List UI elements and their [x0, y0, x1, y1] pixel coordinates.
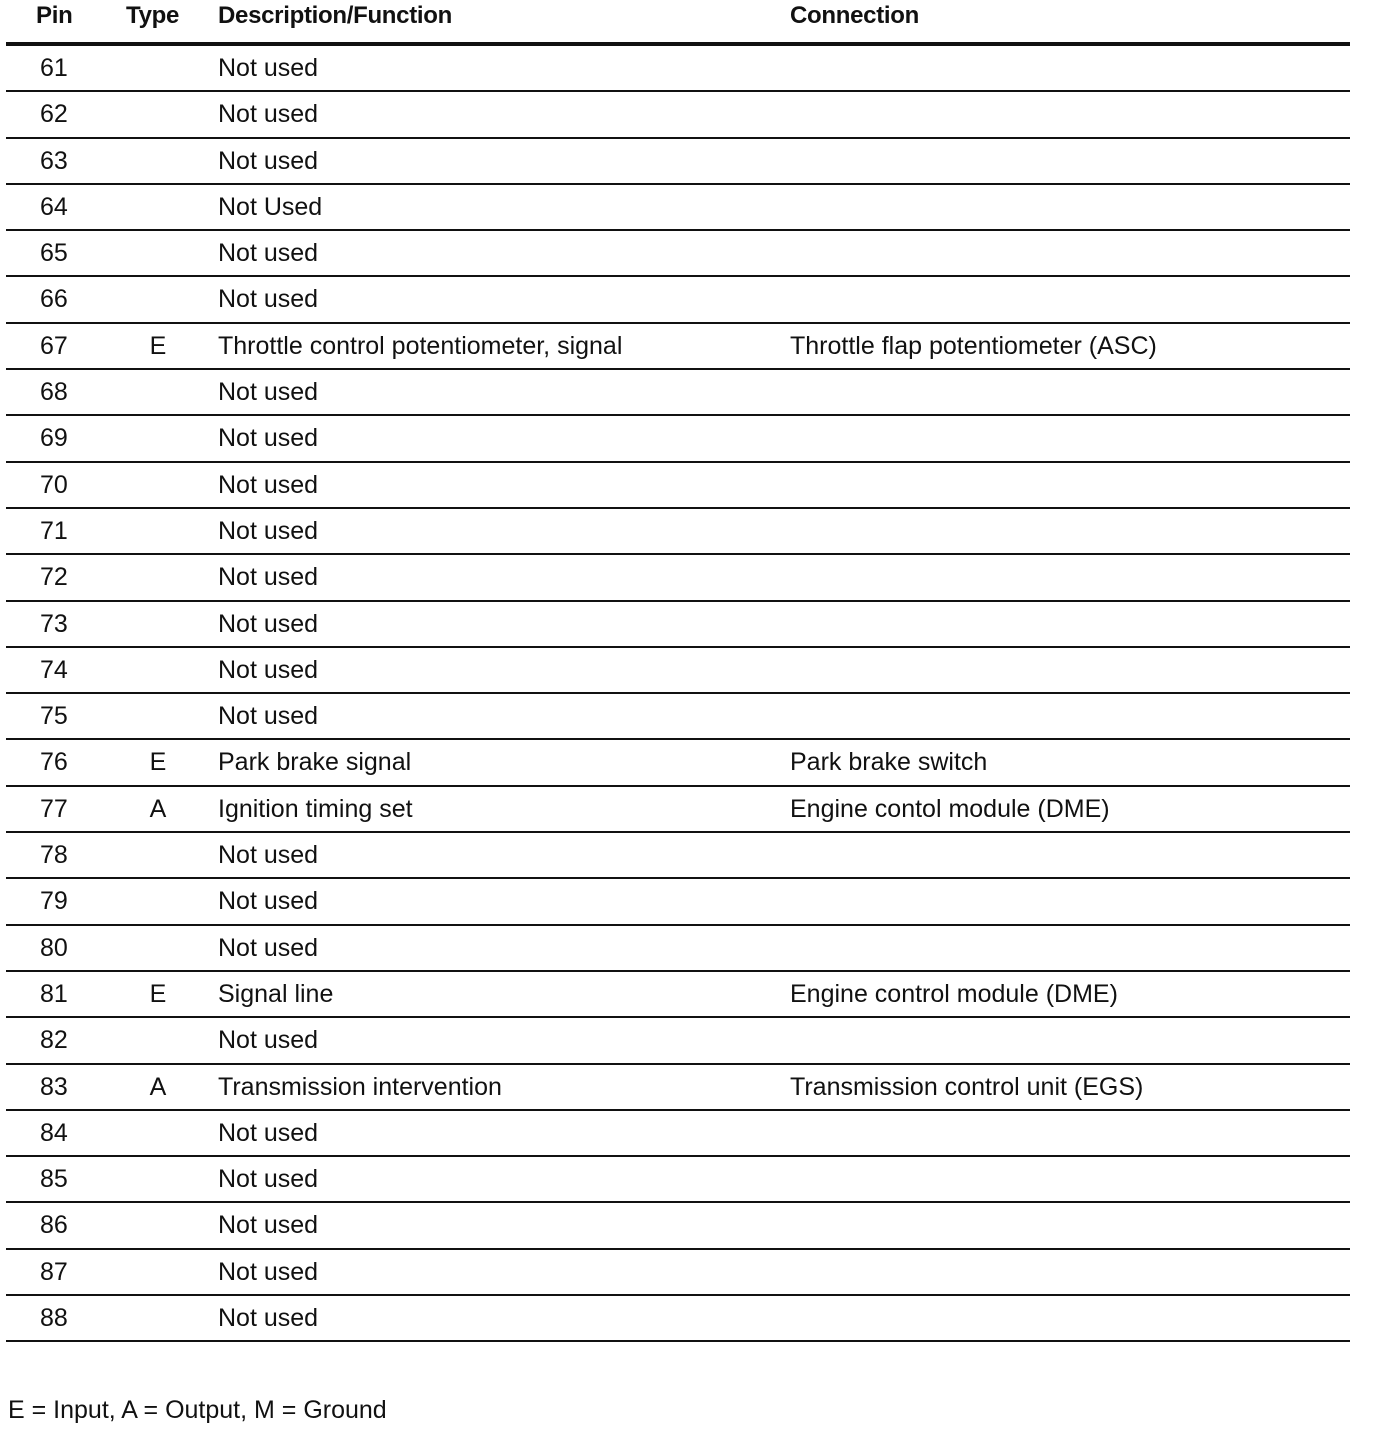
- cell-description: Not used: [218, 1118, 319, 1147]
- cell-pin: 88: [40, 1304, 68, 1333]
- table-row: [6, 1250, 1350, 1296]
- cell-pin: 66: [40, 285, 68, 314]
- cell-description: Throttle control potentiometer, signal: [218, 331, 623, 360]
- table-row: [6, 1111, 1350, 1157]
- cell-connection: Throttle flap potentiometer (ASC): [790, 331, 1157, 360]
- cell-pin: 70: [40, 470, 68, 499]
- cell-pin: 84: [40, 1118, 68, 1147]
- cell-connection: Park brake switch: [790, 748, 988, 777]
- table-row: [6, 277, 1350, 323]
- cell-description: Not used: [218, 378, 319, 407]
- table-body: [6, 46, 1350, 1342]
- cell-pin: 78: [40, 841, 68, 870]
- cell-pin: 75: [40, 702, 68, 731]
- cell-pin: 74: [40, 655, 68, 684]
- table-row: [6, 740, 1350, 786]
- cell-description: Not used: [218, 702, 319, 731]
- cell-description: Not used: [218, 841, 319, 870]
- cell-pin: 83: [40, 1072, 68, 1101]
- cell-description: Not used: [218, 1026, 319, 1055]
- table-row: [6, 185, 1350, 231]
- cell-description: Not used: [218, 1165, 319, 1194]
- cell-type: E: [149, 748, 167, 777]
- table-row: [6, 92, 1350, 138]
- table-row: [6, 46, 1350, 92]
- pin-table: [6, 0, 1350, 1342]
- cell-description: Not used: [218, 563, 319, 592]
- header-description: Description/Function: [218, 2, 453, 29]
- cell-pin: 77: [40, 794, 68, 823]
- table-row: [6, 1296, 1350, 1342]
- cell-connection: Engine control module (DME): [790, 979, 1118, 1008]
- table-row: [6, 1018, 1350, 1064]
- cell-pin: 72: [40, 563, 68, 592]
- table-header: [6, 0, 1350, 46]
- table-row: [6, 416, 1350, 462]
- table-row: [6, 833, 1350, 879]
- table-row: [6, 1065, 1350, 1111]
- cell-description: Not used: [218, 146, 319, 175]
- cell-type: A: [149, 794, 167, 823]
- table-row: [6, 370, 1350, 416]
- table-row: [6, 1203, 1350, 1249]
- cell-pin: 71: [40, 516, 68, 545]
- cell-pin: 67: [40, 331, 68, 360]
- cell-description: Not used: [218, 470, 319, 499]
- cell-description: Not used: [218, 933, 319, 962]
- cell-pin: 68: [40, 378, 68, 407]
- cell-pin: 76: [40, 748, 68, 777]
- cell-description: Not Used: [218, 192, 323, 221]
- table-row: [6, 787, 1350, 833]
- cell-description: Not used: [218, 1304, 319, 1333]
- cell-pin: 86: [40, 1211, 68, 1240]
- cell-description: Not used: [218, 887, 319, 916]
- cell-pin: 64: [40, 192, 68, 221]
- table-row: [6, 555, 1350, 601]
- cell-pin: 82: [40, 1026, 68, 1055]
- cell-pin: 87: [40, 1257, 68, 1286]
- table-row: [6, 463, 1350, 509]
- cell-pin: 81: [40, 979, 68, 1008]
- cell-pin: 62: [40, 100, 68, 129]
- table-row: [6, 509, 1350, 555]
- table-row: [6, 1157, 1350, 1203]
- cell-description: Not used: [218, 516, 319, 545]
- table-row: [6, 972, 1350, 1018]
- cell-description: Not used: [218, 54, 319, 82]
- cell-pin: 61: [40, 54, 68, 82]
- cell-description: Not used: [218, 239, 319, 268]
- cell-description: Not used: [218, 1211, 319, 1240]
- cell-description: Ignition timing set: [218, 794, 413, 823]
- cell-description: Transmission intervention: [218, 1072, 502, 1101]
- cell-connection: Engine contol module (DME): [790, 794, 1110, 823]
- header-type: Type: [126, 2, 180, 29]
- cell-description: Signal line: [218, 979, 334, 1008]
- header-pin: Pin: [36, 2, 73, 29]
- table-row: [6, 926, 1350, 972]
- cell-type: E: [149, 979, 167, 1008]
- cell-description: Not used: [218, 424, 319, 453]
- table-row: [6, 231, 1350, 277]
- table-row: [6, 694, 1350, 740]
- cell-type: A: [149, 1072, 167, 1101]
- cell-connection: Transmission control unit (EGS): [790, 1072, 1144, 1101]
- header-connection: Connection: [790, 2, 919, 29]
- table-row: [6, 648, 1350, 694]
- cell-type: E: [149, 331, 167, 360]
- cell-description: Not used: [218, 1257, 319, 1286]
- cell-description: Park brake signal: [218, 748, 412, 777]
- cell-pin: 79: [40, 887, 68, 916]
- table-row: [6, 139, 1350, 185]
- table-row: [6, 602, 1350, 648]
- cell-pin: 63: [40, 146, 68, 175]
- cell-pin: 69: [40, 424, 68, 453]
- cell-description: Not used: [218, 285, 319, 314]
- table-row: [6, 879, 1350, 925]
- cell-description: Not used: [218, 100, 319, 129]
- cell-pin: 85: [40, 1165, 68, 1194]
- cell-pin: 65: [40, 239, 68, 268]
- table-row: [6, 324, 1350, 370]
- cell-description: Not used: [218, 609, 319, 638]
- cell-pin: 73: [40, 609, 68, 638]
- legend-footnote: E = Input, A = Output, M = Ground: [8, 1396, 387, 1424]
- cell-pin: 80: [40, 933, 68, 962]
- cell-description: Not used: [218, 655, 319, 684]
